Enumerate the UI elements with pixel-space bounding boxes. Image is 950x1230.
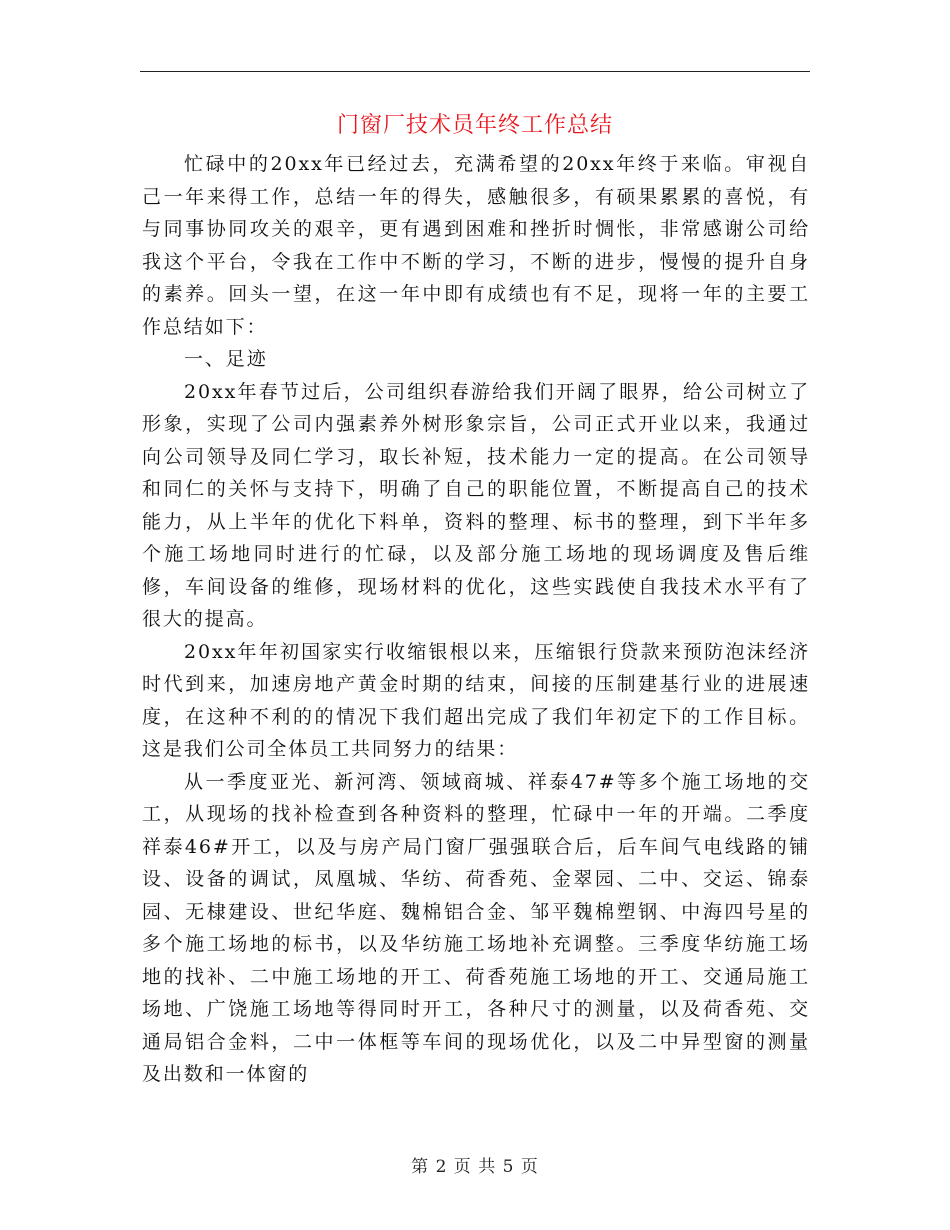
paragraph-economy: 20xx年年初国家实行收缩银根以来，压缩银行贷款来预防泡沫经济时代到来，加速房地产黄金时期的结束，间接的压制建基行业的进展速度，在这种不利的的情况下我们超出完成了我们年初定下的工作目标。这是我们公司全体员工共同努力的结果： bbox=[142, 640, 810, 760]
document-title: 门窗厂技术员年终工作总结 bbox=[336, 113, 613, 138]
paragraph-intro: 忙碌中的20xx年已经过去，充满希望的20xx年终于来临。审视自己一年来得工作，总结一年的得失，感触很多，有硕果累累的喜悦，有与同事协同攻关的艰辛，更有遇到困难和挫折时惆怅，非常感谢公司给我这个平台，令我在工作中不断的学习，不断的进步，慢慢的提升自身的素养。回头一望，在这一年中即有成绩也有不足，现将一年的主要工作总结如下： bbox=[142, 153, 810, 338]
header-rule bbox=[140, 71, 810, 72]
section-heading-footprints: 一、足迹 bbox=[184, 348, 268, 370]
paragraph-spring: 20xx年春节过后，公司组织春游给我们开阔了眼界，给公司树立了形象，实现了公司内强素养外树形象宗旨，公司正式开业以来，我通过向公司领导及同仁学习，取长补短，技术能力一定的提高。在公司领导和同仁的关怀与支持下，明确了自己的职能位置，不断提高自己的技术能力，从上半年的优化下料单，资料的整理、标书的整理，到下半年多个施工场地同时进行的忙碌，以及部分施工场地的现场调度及售后维修，车间设备的维修，现场材料的优化，这些实践使自我技术水平有了很大的提高。 bbox=[142, 380, 810, 630]
page-number: 第 2 页 共 5 页 bbox=[411, 1157, 539, 1177]
paragraph-quarters: 从一季度亚光、新河湾、领域商城、祥泰47#等多个施工场地的交工，从现场的找补检查到各种资料的整理，忙碌中一年的开端。二季度祥泰46#开工，以及与房产局门窗厂强强联合后，后车间气电线路的铺设、设备的调试，凤凰城、华纺、荷香苑、金翠园、二中、交运、锦泰园、无棣建设、世纪华庭、魏棉铝合金、邹平魏棉塑钢、中海四号星的多个施工场地的标书，以及华纺施工场地补充调整。三季度华纺施工场地的找补、二中施工场地的开工、荷香苑施工场地的开工、交通局施工场地、广饶施工场地等得同时开工，各种尺寸的测量，以及荷香苑、交通局铝合金料，二中一体框等车间的现场优化，以及二中异型窗的测量及出数和一体窗的 bbox=[142, 770, 810, 1085]
document-body bbox=[142, 148, 810, 1091]
